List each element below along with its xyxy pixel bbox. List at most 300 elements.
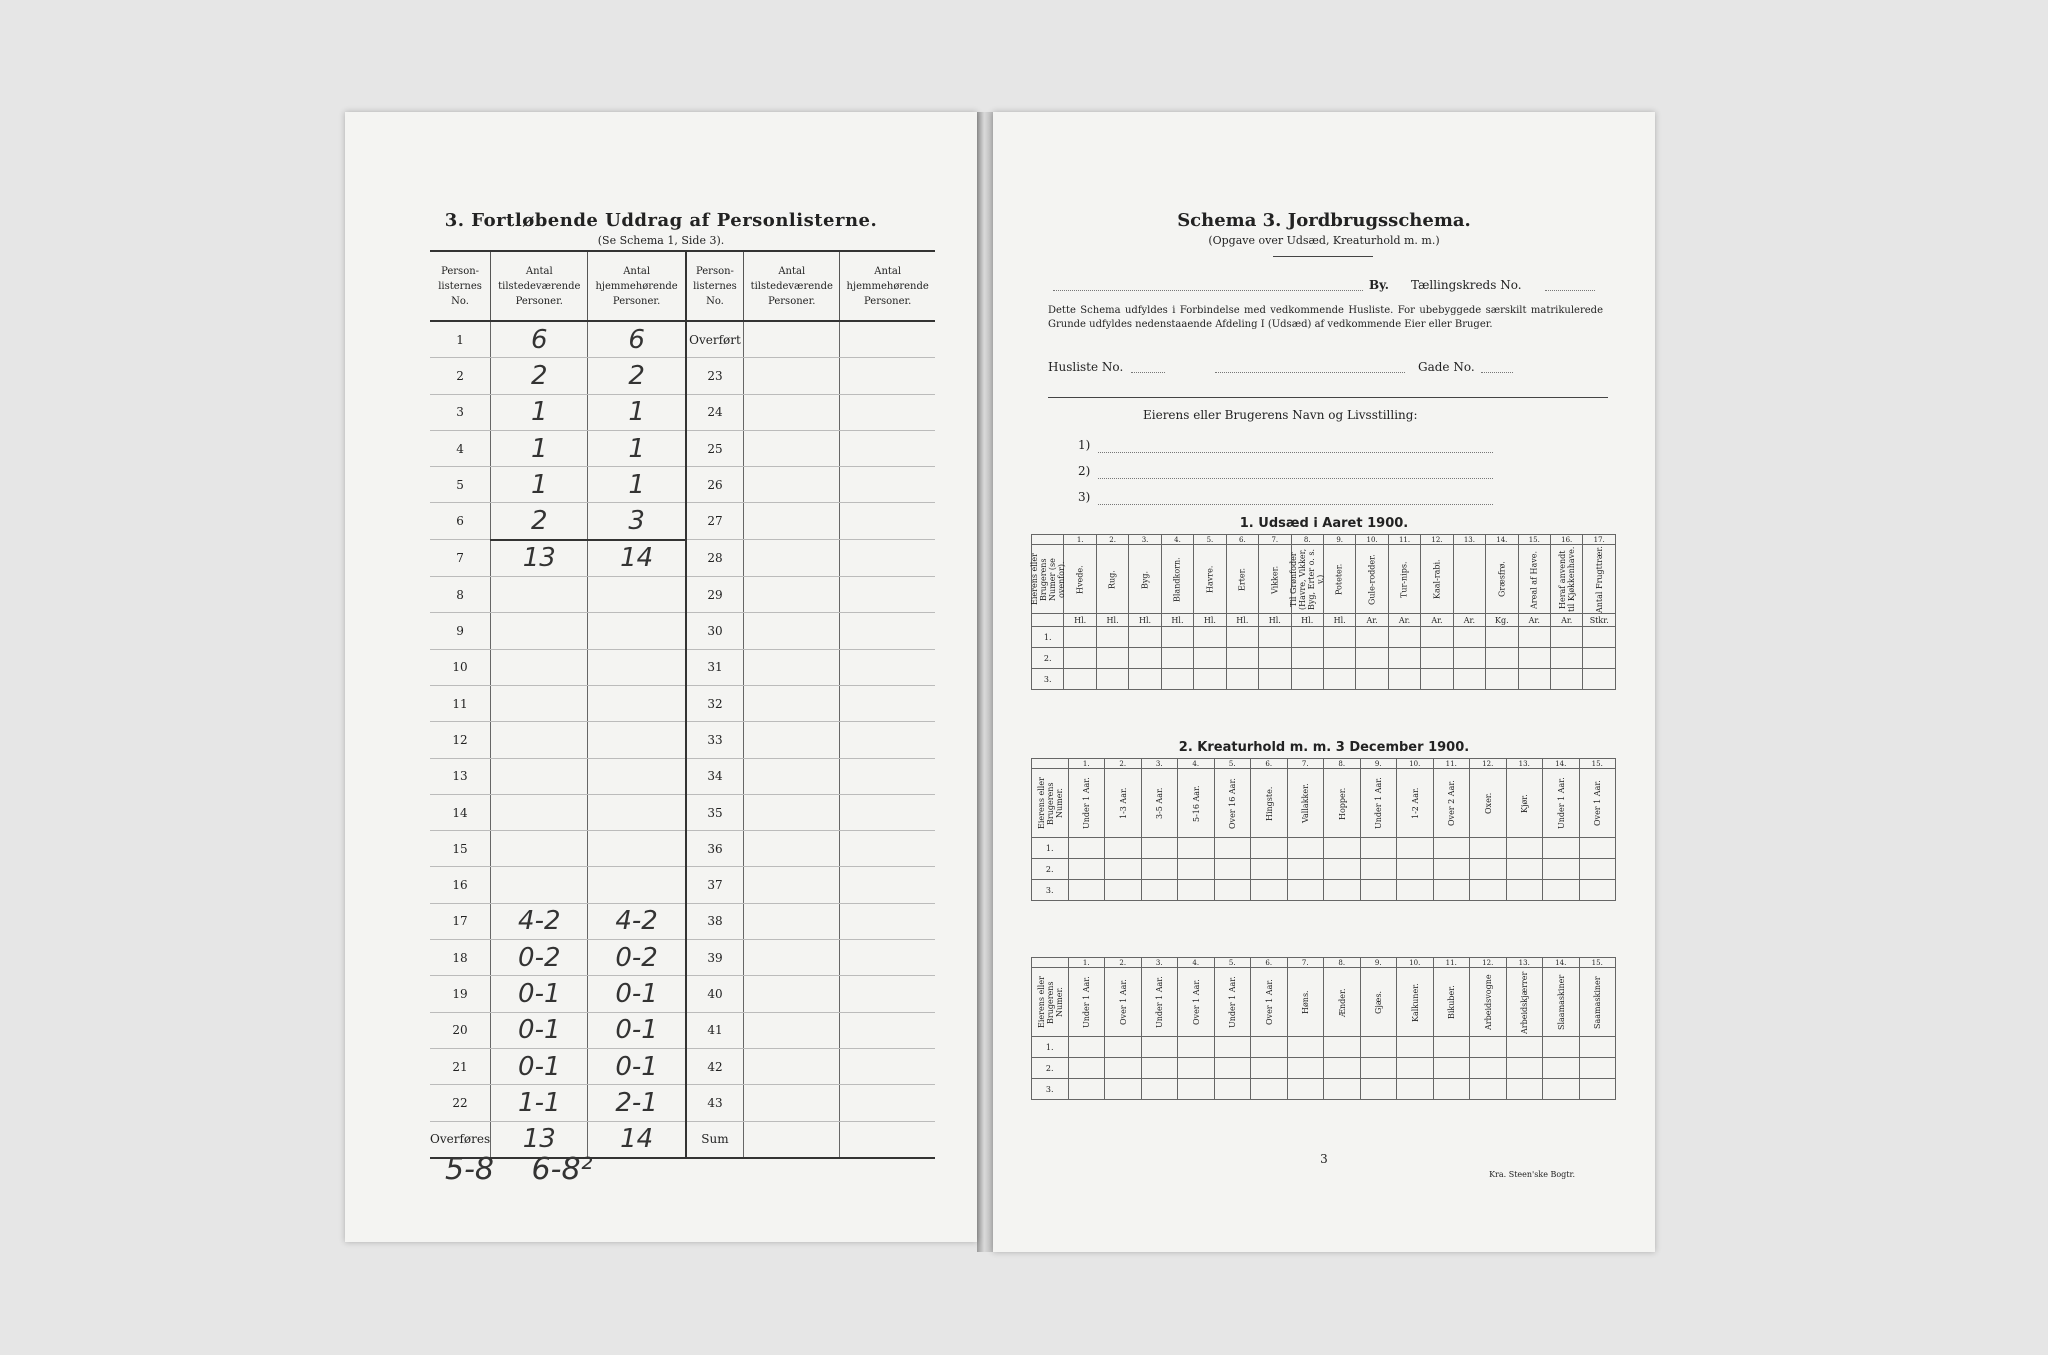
left-page xyxy=(345,112,977,1242)
col-number: 3. xyxy=(1129,535,1161,545)
col-number: 14. xyxy=(1543,958,1580,968)
table-cell xyxy=(1551,627,1583,648)
table-cell xyxy=(1579,1079,1616,1100)
table-cell xyxy=(744,1048,840,1084)
col-number: 4. xyxy=(1178,958,1215,968)
table-cell xyxy=(1068,1058,1105,1079)
table-cell xyxy=(744,577,840,613)
owner-line-label: 2) xyxy=(1078,464,1091,478)
table-row xyxy=(430,649,935,685)
col-header: Kalkuner. xyxy=(1397,968,1434,1037)
person-list-table xyxy=(430,250,935,1159)
unit-cell: Ar. xyxy=(1518,614,1550,627)
table-cell: 39 xyxy=(686,940,744,976)
table-row xyxy=(1032,880,1616,901)
table-row xyxy=(430,831,935,867)
unit-cell: Ar. xyxy=(1356,614,1388,627)
table-cell xyxy=(1141,838,1178,859)
owner-line xyxy=(1098,478,1493,479)
table-cell xyxy=(744,976,840,1012)
table-cell xyxy=(1506,1058,1543,1079)
table-cell: 38 xyxy=(686,903,744,939)
table-cell: Sum xyxy=(686,1121,744,1158)
table-cell xyxy=(1251,1079,1288,1100)
unit-cell: Ar. xyxy=(1551,614,1583,627)
table-cell: 8 xyxy=(430,577,491,613)
table-row xyxy=(430,358,935,394)
col-header: Over 1 Aar. xyxy=(1105,968,1142,1037)
owner-line xyxy=(1098,452,1493,453)
unit-cell: Hl. xyxy=(1064,614,1096,627)
table-cell: 1 xyxy=(588,394,686,430)
table-cell xyxy=(491,722,588,758)
col-header: 1-2 Aar. xyxy=(1397,769,1434,838)
table-cell: 34 xyxy=(686,758,744,794)
col-number: 11. xyxy=(1433,958,1470,968)
col-header: Antal hjemmehørende Personer. xyxy=(840,251,935,321)
col-header: Høns. xyxy=(1287,968,1324,1037)
table-cell: 2. xyxy=(1032,648,1064,669)
table-cell xyxy=(744,685,840,721)
table-cell xyxy=(744,649,840,685)
col-header: Eierens eller Brugerens Numer. xyxy=(1032,769,1069,838)
table-cell xyxy=(588,722,686,758)
table-cell xyxy=(840,903,935,939)
table-cell: 16 xyxy=(430,867,491,903)
table-cell xyxy=(1251,1037,1288,1058)
table-cell: 11 xyxy=(430,685,491,721)
col-header: 5-16 Aar. xyxy=(1178,769,1215,838)
table-cell xyxy=(840,503,935,540)
table-row xyxy=(430,430,935,466)
table-cell xyxy=(1506,880,1543,901)
table-row xyxy=(430,722,935,758)
col-number: 6. xyxy=(1251,759,1288,769)
table-cell xyxy=(1360,1037,1397,1058)
table-cell: 43 xyxy=(686,1085,744,1121)
table-cell xyxy=(1579,1037,1616,1058)
col-number: 1. xyxy=(1064,535,1096,545)
col-header: Person- listernes No. xyxy=(430,251,491,321)
table-cell: 37 xyxy=(686,867,744,903)
schema-subtitle: (Opgave over Udsæd, Kreaturhold m. m.) xyxy=(1208,234,1440,247)
table-cell xyxy=(840,1085,935,1121)
col-header: Erter. xyxy=(1226,545,1258,614)
table-cell: 1 xyxy=(491,467,588,503)
col-number: 8. xyxy=(1324,958,1361,968)
table-cell: 0-1 xyxy=(491,976,588,1012)
table-cell xyxy=(491,577,588,613)
table-cell xyxy=(1291,627,1323,648)
table-cell xyxy=(1259,669,1291,690)
col-header: Gjæs. xyxy=(1360,968,1397,1037)
table-header-row xyxy=(430,251,935,321)
table-cell xyxy=(1096,627,1128,648)
page-number: 3 xyxy=(1320,1152,1328,1166)
table-cell xyxy=(744,722,840,758)
table-cell xyxy=(1356,669,1388,690)
table-cell xyxy=(1291,648,1323,669)
col-number: 3. xyxy=(1141,958,1178,968)
table-cell xyxy=(1161,648,1193,669)
table-cell: 9 xyxy=(430,613,491,649)
table-cell xyxy=(1161,627,1193,648)
col-number: 1. xyxy=(1068,759,1105,769)
table-row xyxy=(430,940,935,976)
col-number: 13. xyxy=(1506,759,1543,769)
col-number: 16. xyxy=(1551,535,1583,545)
table-cell xyxy=(840,649,935,685)
table-cell xyxy=(491,831,588,867)
table-cell: 0-1 xyxy=(491,1048,588,1084)
col-number: 15. xyxy=(1518,535,1550,545)
col-header: Hopper. xyxy=(1324,769,1361,838)
col-header: Antal tilstedeværende Personer. xyxy=(744,251,840,321)
table-cell xyxy=(1068,880,1105,901)
table-cell: 22 xyxy=(430,1085,491,1121)
table-cell xyxy=(1064,648,1096,669)
col-header: Eierens eller Brugerens Numer (se ovenfor). xyxy=(1032,545,1064,614)
table-row xyxy=(430,758,935,794)
table-cell xyxy=(1324,838,1361,859)
table-cell xyxy=(588,758,686,794)
table-cell xyxy=(744,758,840,794)
table-cell xyxy=(1506,859,1543,880)
table-cell: 1 xyxy=(491,394,588,430)
unit-cell: Stkr. xyxy=(1583,614,1616,627)
unit-cell: Hl. xyxy=(1161,614,1193,627)
printer-imprint: Kra. Steen'ske Bogtr. xyxy=(1489,1170,1575,1179)
owner-line-label: 3) xyxy=(1078,490,1091,504)
table-cell xyxy=(744,867,840,903)
table-cell xyxy=(1068,859,1105,880)
table-cell: 2. xyxy=(1032,1058,1069,1079)
sowing-table xyxy=(1031,534,1616,690)
table-cell xyxy=(1141,1079,1178,1100)
col-number: 1. xyxy=(1068,958,1105,968)
col-header: Over 2 Aar. xyxy=(1433,769,1470,838)
table-cell xyxy=(1178,859,1215,880)
table-cell xyxy=(840,831,935,867)
col-number: 7. xyxy=(1259,535,1291,545)
table-cell xyxy=(1214,1079,1251,1100)
table-cell: Overført xyxy=(686,321,744,358)
table-cell xyxy=(1323,648,1355,669)
col-number: 14. xyxy=(1486,535,1518,545)
col-header: Ænder. xyxy=(1324,968,1361,1037)
table-row xyxy=(430,903,935,939)
table-cell xyxy=(744,321,840,358)
table-cell: 14 xyxy=(588,1121,686,1158)
table-cell: 0-2 xyxy=(491,940,588,976)
table-cell: 33 xyxy=(686,722,744,758)
table-cell: 6 xyxy=(588,321,686,358)
col-header: Arbeidskjærrer xyxy=(1506,968,1543,1037)
table-cell: 0-1 xyxy=(491,1012,588,1048)
col-header: Vallakker. xyxy=(1287,769,1324,838)
col-number: 17. xyxy=(1583,535,1616,545)
col-header: Byg. xyxy=(1129,545,1161,614)
table-cell xyxy=(1178,1079,1215,1100)
col-number: 9. xyxy=(1360,759,1397,769)
col-header: Under 1 Aar. xyxy=(1068,769,1105,838)
table-cell xyxy=(588,831,686,867)
table-row xyxy=(430,1085,935,1121)
table-cell xyxy=(1105,1037,1142,1058)
col-header: Under 1 Aar. xyxy=(1068,968,1105,1037)
table-cell: 2 xyxy=(588,358,686,394)
col-header: Poteter. xyxy=(1323,545,1355,614)
table-cell xyxy=(1251,859,1288,880)
owner-heading: Eierens eller Brugerens Navn og Livsstilling: xyxy=(1143,408,1418,422)
col-header: 3-5 Aar. xyxy=(1141,769,1178,838)
table-cell xyxy=(1583,669,1616,690)
table-cell xyxy=(744,1121,840,1158)
table-cell xyxy=(744,831,840,867)
table-cell: 5 xyxy=(430,467,491,503)
table-cell xyxy=(1388,627,1420,648)
table-cell xyxy=(1324,1058,1361,1079)
table-cell: 1. xyxy=(1032,838,1069,859)
table-cell xyxy=(744,940,840,976)
col-header: Under 1 Aar. xyxy=(1141,968,1178,1037)
col-number: 12. xyxy=(1421,535,1453,545)
table-cell xyxy=(1360,880,1397,901)
table-cell xyxy=(1141,880,1178,901)
col-number: 9. xyxy=(1323,535,1355,545)
col-number: 6. xyxy=(1251,958,1288,968)
table-row xyxy=(430,321,935,358)
table-cell xyxy=(1543,1079,1580,1100)
table-cell xyxy=(1287,1079,1324,1100)
table-row xyxy=(430,867,935,903)
table-cell xyxy=(1579,1058,1616,1079)
col-header: Antal Frugttrær. xyxy=(1583,545,1616,614)
table-cell: 26 xyxy=(686,467,744,503)
book-gutter xyxy=(977,112,993,1252)
husliste-field-line xyxy=(1131,372,1165,373)
table-cell xyxy=(1360,1079,1397,1100)
table-row xyxy=(1032,669,1616,690)
col-header: Under 1 Aar. xyxy=(1360,769,1397,838)
table-cell xyxy=(1433,1058,1470,1079)
table-row xyxy=(1032,859,1616,880)
husliste-label: Husliste No. xyxy=(1048,360,1124,374)
handwritten-footer-note: 5-8 6-8² xyxy=(445,1152,593,1187)
col-header: Arbeidsvogne xyxy=(1470,968,1507,1037)
table-cell xyxy=(744,394,840,430)
table-cell xyxy=(1161,669,1193,690)
table-cell xyxy=(1433,880,1470,901)
table-cell: 1 xyxy=(430,321,491,358)
table-cell xyxy=(1178,1058,1215,1079)
table-cell xyxy=(1486,648,1518,669)
table-cell xyxy=(1543,838,1580,859)
table-cell xyxy=(744,467,840,503)
table-cell: 3. xyxy=(1032,1079,1069,1100)
col-number: 10. xyxy=(1356,535,1388,545)
table-cell: 0-2 xyxy=(588,940,686,976)
col-number: 9. xyxy=(1360,958,1397,968)
table-cell xyxy=(1551,669,1583,690)
table-cell xyxy=(1433,1037,1470,1058)
table-row xyxy=(1032,1079,1616,1100)
table-row xyxy=(1032,1058,1616,1079)
owner-line-label: 1) xyxy=(1078,438,1091,452)
table-cell xyxy=(491,794,588,830)
table-cell xyxy=(588,867,686,903)
table-cell xyxy=(1214,1058,1251,1079)
col-number: 5. xyxy=(1214,958,1251,968)
col-number: 2. xyxy=(1096,535,1128,545)
table-cell xyxy=(744,1012,840,1048)
col-header: Under 1 Aar. xyxy=(1543,769,1580,838)
table-cell xyxy=(1323,627,1355,648)
unit-cell xyxy=(1032,614,1064,627)
page-subtitle: (Se Schema 1, Side 3). xyxy=(597,234,725,247)
table-cell xyxy=(1486,669,1518,690)
col-number: 10. xyxy=(1397,759,1434,769)
table-cell xyxy=(1453,627,1485,648)
table-cell xyxy=(1259,648,1291,669)
table-cell xyxy=(1194,627,1226,648)
table-cell xyxy=(840,321,935,358)
table-cell xyxy=(1506,838,1543,859)
table-cell xyxy=(1360,1058,1397,1079)
table-cell xyxy=(1141,1037,1178,1058)
table-cell xyxy=(1251,880,1288,901)
table-cell: 24 xyxy=(686,394,744,430)
table-cell: 2 xyxy=(491,358,588,394)
table-row xyxy=(430,394,935,430)
table-cell xyxy=(1579,838,1616,859)
table-cell xyxy=(1421,648,1453,669)
table-cell: 27 xyxy=(686,503,744,540)
table-cell xyxy=(1543,1058,1580,1079)
col-header: Over 1 Aar. xyxy=(1579,769,1616,838)
unit-cell: Hl. xyxy=(1259,614,1291,627)
gade-field-line xyxy=(1481,372,1513,373)
col-header: Græsfrø. xyxy=(1486,545,1518,614)
table-cell xyxy=(1178,880,1215,901)
table-cell: 3. xyxy=(1032,880,1069,901)
col-number: 8. xyxy=(1291,535,1323,545)
right-page xyxy=(993,112,1655,1252)
table-cell: 10 xyxy=(430,649,491,685)
col-number: 8. xyxy=(1324,759,1361,769)
table-cell xyxy=(1105,859,1142,880)
table-cell xyxy=(1543,1037,1580,1058)
by-field-line xyxy=(1053,290,1363,291)
table-cell xyxy=(1064,669,1096,690)
table-cell xyxy=(1129,627,1161,648)
table-cell: 2-1 xyxy=(588,1085,686,1121)
table-cell xyxy=(1388,648,1420,669)
table-row xyxy=(430,613,935,649)
table-cell xyxy=(1470,1037,1507,1058)
table-cell xyxy=(1397,1079,1434,1100)
table-cell xyxy=(1543,859,1580,880)
table-cell xyxy=(1324,880,1361,901)
table-cell xyxy=(1251,838,1288,859)
table-cell xyxy=(1105,1058,1142,1079)
col-header: Eierens eller Brugerens Numer. xyxy=(1032,968,1069,1037)
col-header xyxy=(1453,545,1485,614)
table-cell: 14 xyxy=(588,540,686,577)
table-cell xyxy=(840,1012,935,1048)
table-cell xyxy=(840,794,935,830)
col-header: Gule-rodder. xyxy=(1356,545,1388,614)
table-cell: 1 xyxy=(588,430,686,466)
table-cell xyxy=(588,613,686,649)
table-cell: 42 xyxy=(686,1048,744,1084)
table-cell xyxy=(744,613,840,649)
col-number: 12. xyxy=(1470,759,1507,769)
table-cell xyxy=(1105,838,1142,859)
table-row xyxy=(430,685,935,721)
table-cell: 40 xyxy=(686,976,744,1012)
table-cell xyxy=(1226,627,1258,648)
table-cell xyxy=(1129,648,1161,669)
schema-title: Schema 3. Jordbrugsschema. xyxy=(1177,210,1471,231)
col-header: Kaal-rabi. xyxy=(1421,545,1453,614)
table-cell xyxy=(1068,838,1105,859)
table-cell xyxy=(744,1085,840,1121)
kreds-field-line xyxy=(1545,290,1595,291)
table-cell: 6 xyxy=(491,321,588,358)
table-cell xyxy=(1064,627,1096,648)
unit-cell: Kg. xyxy=(1486,614,1518,627)
col-number: 13. xyxy=(1506,958,1543,968)
table-cell: 7 xyxy=(430,540,491,577)
table-cell xyxy=(588,577,686,613)
table-cell xyxy=(491,685,588,721)
section-2-heading: 2. Kreaturhold m. m. 3 December 1900. xyxy=(1178,740,1470,755)
col-number: 5. xyxy=(1214,759,1251,769)
table-row xyxy=(430,467,935,503)
table-cell xyxy=(1096,648,1128,669)
col-header: Kjør. xyxy=(1506,769,1543,838)
table-cell xyxy=(1506,1079,1543,1100)
col-number: 2. xyxy=(1105,958,1142,968)
col-number xyxy=(1032,759,1069,769)
table-cell xyxy=(1433,838,1470,859)
table-cell xyxy=(1421,669,1453,690)
table-cell xyxy=(1068,1037,1105,1058)
table-cell: 17 xyxy=(430,903,491,939)
unit-cell: Hl. xyxy=(1291,614,1323,627)
unit-cell: Ar. xyxy=(1453,614,1485,627)
table-cell xyxy=(1226,648,1258,669)
col-number: 12. xyxy=(1470,958,1507,968)
col-number xyxy=(1032,958,1069,968)
table-cell xyxy=(1291,669,1323,690)
kreds-label: Tællingskreds No. xyxy=(1411,278,1522,292)
table-cell xyxy=(1421,627,1453,648)
table-cell xyxy=(840,722,935,758)
table-cell xyxy=(1583,627,1616,648)
col-header: Saamaskiner xyxy=(1579,968,1616,1037)
col-number: 15. xyxy=(1579,958,1616,968)
table-cell: Overføres xyxy=(430,1121,491,1158)
table-cell xyxy=(1397,1058,1434,1079)
table-cell: 4-2 xyxy=(491,903,588,939)
col-header: Antal tilstedeværende Personer. xyxy=(491,251,588,321)
col-header: Havre. xyxy=(1194,545,1226,614)
table-cell xyxy=(840,358,935,394)
table-cell: 32 xyxy=(686,685,744,721)
table-cell xyxy=(1251,1058,1288,1079)
